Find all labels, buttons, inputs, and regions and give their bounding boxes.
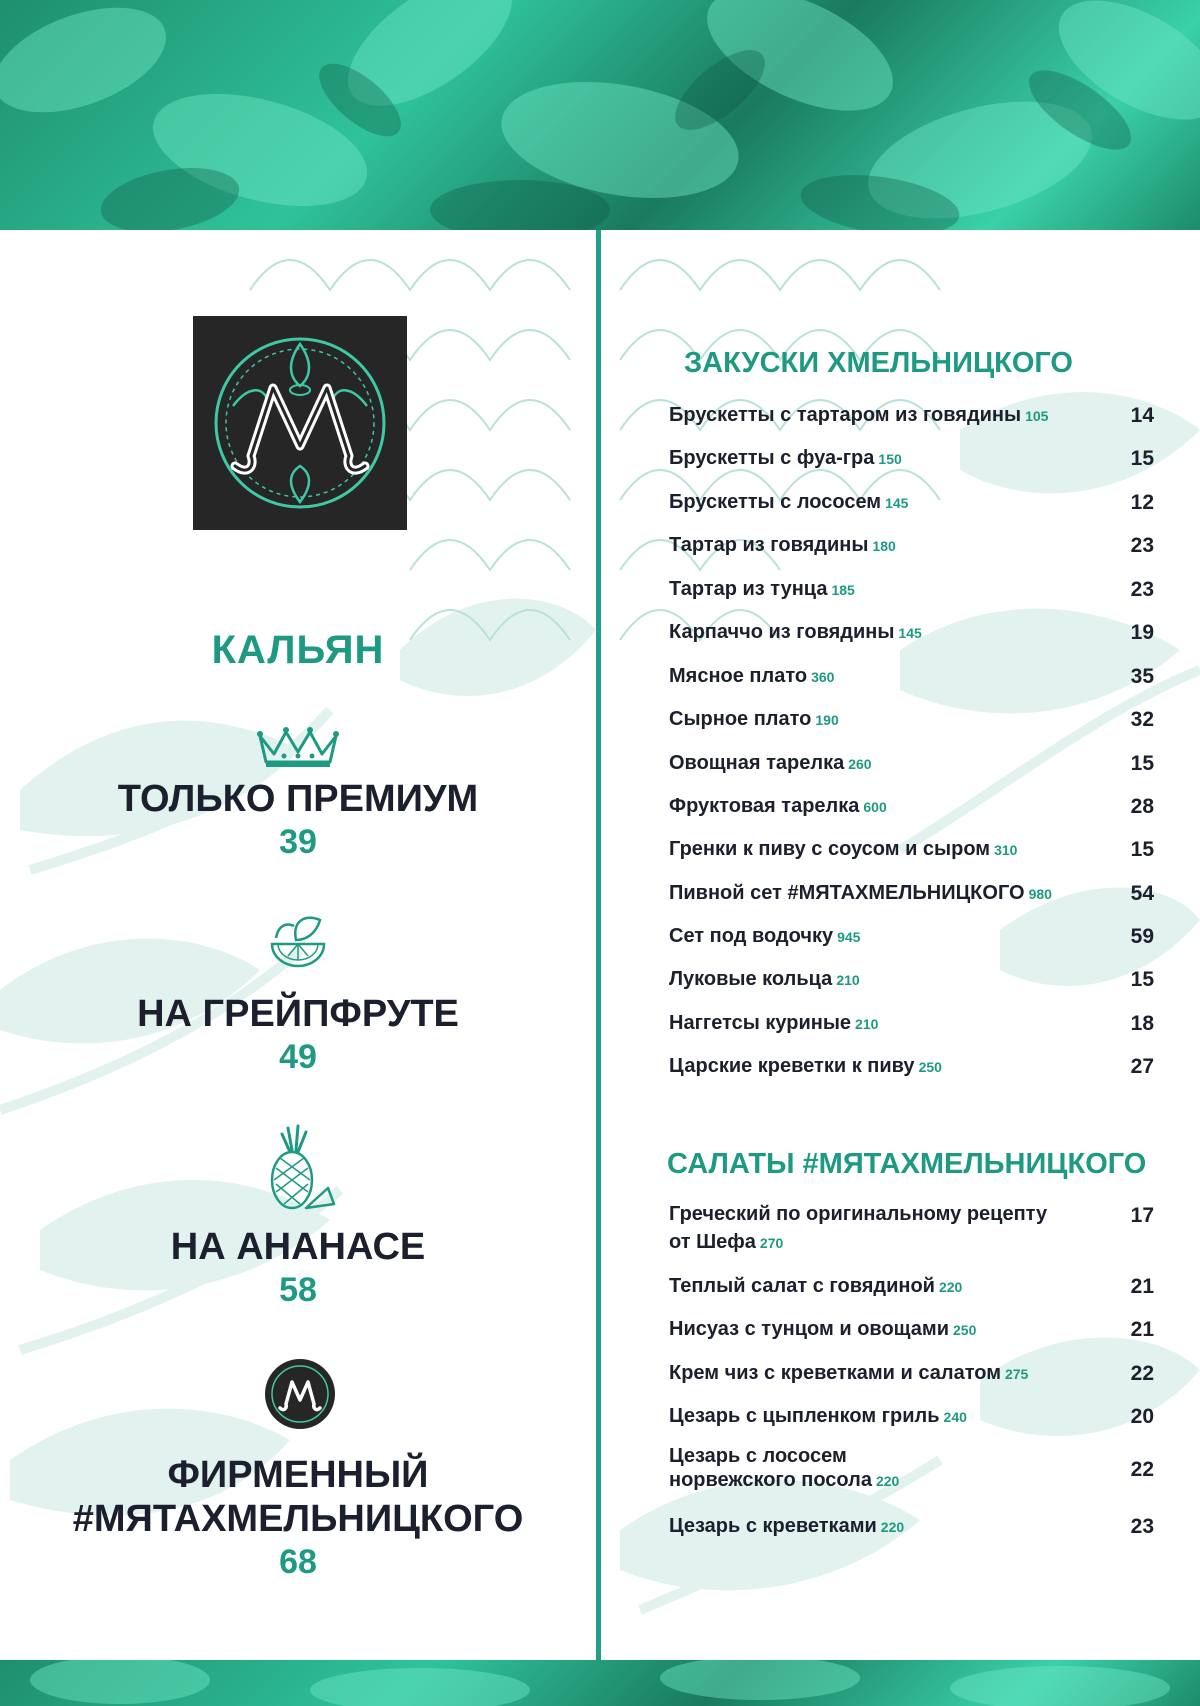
menu-item: [669, 968, 1154, 1004]
menu-item: [669, 795, 1154, 831]
item-price: 18: [1130, 1012, 1154, 1035]
item-price: 32: [1130, 708, 1154, 731]
snacks-section-title: ЗАКУСКИ ХМЕЛЬНИЦКОГО: [684, 347, 1073, 379]
hookah-pineapple-name: НА АНАНАСЕ: [170, 1226, 426, 1268]
item-weight: 210: [836, 972, 860, 988]
menu-item: [669, 447, 1154, 483]
menu-item: [669, 1515, 1154, 1551]
item-price: 19: [1130, 621, 1154, 644]
item-price: 23: [1130, 578, 1154, 601]
item-name: Луковые кольца: [669, 968, 833, 990]
hookah-signature-name-line2: #МЯТАХМЕЛЬНИЦКОГО: [72, 1498, 524, 1540]
item-name-line2: от Шефа: [669, 1231, 756, 1253]
menu-item: [669, 752, 1154, 788]
item-price: 15: [1130, 968, 1154, 991]
item-weight: 220: [880, 1519, 905, 1535]
menu-item: [669, 534, 1154, 570]
item-price: 59: [1130, 925, 1154, 948]
hookah-signature-price: 68: [279, 1543, 317, 1581]
item-price: 20: [1130, 1405, 1154, 1428]
item-price: 28: [1130, 795, 1154, 818]
item-weight: 210: [855, 1016, 879, 1032]
item-name: Сырное плато: [669, 708, 812, 730]
item-weight: 945: [837, 929, 861, 945]
item-name: Гренки к пиву с соусом и сыром: [669, 838, 991, 860]
item-weight: 220: [938, 1279, 963, 1295]
item-name: Цезарь с цыпленком гриль: [669, 1405, 940, 1427]
item-name: Сет под водочку: [669, 925, 834, 947]
menu-item: [669, 882, 1154, 918]
grapefruit-icon: [266, 910, 332, 968]
item-name: Брускетты с тартаром из говядины: [669, 404, 1022, 426]
menu-item: [669, 925, 1154, 961]
mini-logo-icon: [264, 1358, 336, 1430]
item-weight: 180: [872, 538, 896, 554]
item-name: Овощная тарелка: [669, 752, 845, 774]
item-weight: 275: [1004, 1366, 1029, 1382]
hookah-section-title: КАЛЬЯН: [211, 628, 385, 672]
item-name: Мясное плато: [669, 665, 808, 687]
item-weight: 185: [831, 582, 855, 598]
crown-icon: [256, 724, 340, 768]
item-weight: 980: [1028, 886, 1052, 902]
item-price: 14: [1130, 404, 1154, 427]
menu-item: [669, 1318, 1154, 1354]
item-weight: 190: [815, 712, 839, 728]
item-price: 21: [1130, 1318, 1154, 1341]
item-weight: 145: [898, 625, 922, 641]
menu-item: [669, 491, 1154, 527]
item-price: 15: [1130, 447, 1154, 470]
item-weight: 310: [994, 842, 1018, 858]
item-price: 27: [1130, 1055, 1154, 1078]
item-weight: 360: [811, 669, 835, 685]
menu-item: [669, 1055, 1154, 1091]
pineapple-icon: [262, 1124, 336, 1212]
item-name: Крем чиз с креветками и салатом: [669, 1362, 1001, 1384]
menu-item: [669, 1204, 1154, 1264]
item-weight: 105: [1025, 408, 1049, 424]
restaurant-logo: [193, 316, 407, 530]
menu-item: [669, 838, 1154, 874]
menu-item: [669, 1446, 1154, 1502]
item-weight: 600: [863, 799, 887, 815]
hookah-pineapple-price: 58: [279, 1271, 317, 1309]
mint-leaves-banner-top: [0, 0, 1200, 230]
item-name: Брускетты с фуа-гра: [669, 447, 875, 469]
item-name: Брускетты с лососем: [669, 491, 882, 513]
item-weight: 260: [848, 756, 872, 772]
item-price: 17: [1130, 1204, 1154, 1227]
item-name: Карпаччо из говядины: [669, 621, 895, 643]
item-price: 23: [1130, 534, 1154, 557]
hookah-grapefruit-price: 49: [279, 1038, 317, 1076]
item-name-line1: Цезарь с лососем: [669, 1445, 847, 1467]
menu-item: [669, 404, 1154, 440]
item-name: Тартар из говядины: [669, 534, 869, 556]
item-price: 15: [1130, 752, 1154, 775]
item-name-line2: норвежского посола: [669, 1469, 872, 1491]
item-name: Фруктовая тарелка: [669, 795, 860, 817]
item-name: Цезарь с креветками: [669, 1515, 877, 1537]
item-price: 22: [1130, 1362, 1154, 1385]
column-divider: [596, 230, 601, 1660]
item-weight: 220: [875, 1473, 900, 1489]
item-price: 23: [1130, 1515, 1154, 1538]
item-price: 15: [1130, 838, 1154, 861]
menu-item: [669, 1275, 1154, 1311]
item-price: 21: [1130, 1275, 1154, 1298]
item-weight: 250: [953, 1322, 977, 1338]
menu-item: [669, 665, 1154, 701]
item-name: Царские креветки к пиву: [669, 1055, 915, 1077]
menu-item: [669, 1012, 1154, 1048]
menu-item: [669, 708, 1154, 744]
item-weight: 240: [943, 1409, 967, 1425]
menu-item: [669, 621, 1154, 657]
item-weight: 270: [759, 1235, 784, 1251]
menu-item: [669, 1405, 1154, 1441]
item-weight: 150: [878, 451, 902, 467]
hookah-signature-name-line1: ФИРМЕННЫЙ: [167, 1454, 429, 1496]
item-weight: 250: [918, 1059, 942, 1075]
menu-item: [669, 578, 1154, 614]
item-price: 54: [1130, 882, 1154, 905]
item-name-line1: Греческий по оригинальному рецепту: [669, 1203, 1048, 1225]
item-price: 22: [1130, 1458, 1154, 1481]
item-name: Пивной сет #МЯТАХМЕЛЬНИЦКОГО: [669, 882, 1025, 904]
item-name: Наггетсы куриные: [669, 1012, 852, 1034]
mint-leaves-banner-bottom: [0, 1660, 1200, 1706]
hookah-premium-price: 39: [279, 823, 317, 861]
hookah-premium-name: ТОЛЬКО ПРЕМИУМ: [117, 778, 479, 820]
item-price: 35: [1130, 665, 1154, 688]
item-weight: 145: [885, 495, 909, 511]
item-name: Нисуаз с тунцом и овощами: [669, 1318, 950, 1340]
salads-section-title: САЛАТЫ #МЯТАХМЕЛЬНИЦКОГО: [667, 1148, 1147, 1180]
item-price: 12: [1130, 491, 1154, 514]
menu-item: [669, 1362, 1154, 1398]
item-name: Теплый салат с говядиной: [669, 1275, 935, 1297]
item-name: Тартар из тунца: [669, 578, 828, 600]
hookah-grapefruit-name: НА ГРЕЙПФРУТЕ: [137, 993, 459, 1035]
